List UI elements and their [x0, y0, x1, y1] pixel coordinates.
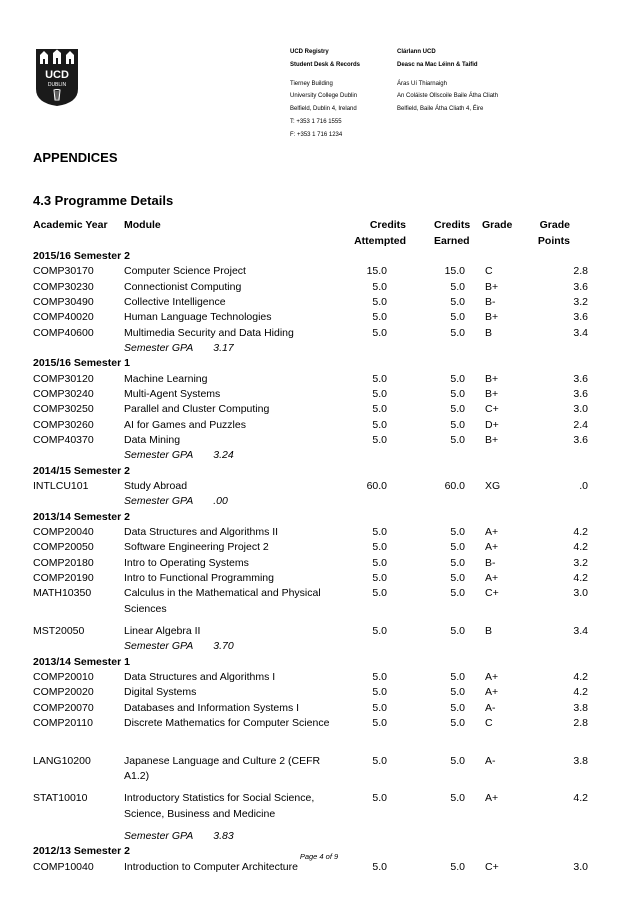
table-row [33, 295, 605, 310]
credits-attempted: 5.0 [372, 541, 387, 554]
grade: A+ [485, 792, 499, 805]
grade: A+ [485, 686, 499, 699]
registry-title-irish: Clárlann UCD [397, 49, 436, 55]
credits-attempted: 5.0 [372, 860, 387, 873]
grade: B+ [485, 372, 499, 385]
table-row [33, 754, 605, 792]
credits-attempted: 5.0 [372, 387, 387, 400]
grade: A+ [485, 525, 499, 538]
credits-earned: 5.0 [450, 686, 465, 699]
grade-points: 3.6 [573, 311, 588, 324]
grade: C [485, 716, 493, 729]
semester-gpa-value: .00 [213, 495, 228, 508]
credits-earned: 5.0 [450, 701, 465, 714]
semester-gpa-label: Semester GPA [124, 341, 194, 354]
credits-attempted: 5.0 [372, 311, 387, 324]
col-header-credits-earned-line1: Credits [434, 219, 471, 231]
module-code: COMP20110 [33, 716, 93, 729]
address-line-irish: Belfield, Baile Átha Cliath 4, Éire [397, 106, 484, 113]
semester-gpa [124, 448, 234, 463]
grade-points: 3.0 [573, 403, 588, 416]
credits-attempted: 5.0 [372, 701, 387, 714]
semester-gpa-value: 3.24 [213, 449, 234, 462]
module-title: Data Mining [124, 433, 181, 446]
table-row [33, 326, 605, 341]
module-title: Data Structures and Algorithms I [124, 670, 276, 683]
grade: C [485, 265, 493, 278]
col-header-module: Module [124, 219, 161, 231]
credits-earned: 5.0 [450, 280, 465, 293]
module-code: COMP20010 [33, 670, 94, 683]
address-line: Tierney Building [290, 80, 333, 87]
module-code: LANG10200 [33, 754, 91, 767]
grade: A+ [485, 541, 499, 554]
credits-earned: 5.0 [450, 716, 465, 729]
module-title: Calculus in the Mathematical and Physical Sciences [124, 587, 321, 615]
appendices-heading: APPENDICES [33, 150, 118, 165]
table-row [33, 860, 605, 875]
phone-number: T: +353 1 716 1555 [290, 118, 342, 125]
module-title: Study Abroad [124, 479, 188, 492]
grade-points: 4.2 [573, 686, 588, 699]
grade-points: 3.8 [573, 754, 588, 767]
credits-earned: 5.0 [450, 556, 465, 569]
grade-points: 3.2 [573, 556, 588, 569]
table-row [33, 479, 605, 494]
semester-gpa [124, 829, 234, 844]
grade: A- [485, 701, 496, 714]
table-row [33, 624, 605, 639]
module-code: MATH10350 [33, 587, 92, 600]
module-title: Introductory Statistics for Social Science, Science, Business and Medicine [124, 792, 315, 820]
credits-earned: 5.0 [450, 525, 465, 538]
grade-points: 3.6 [573, 387, 588, 400]
module-code: COMP30230 [33, 280, 94, 293]
credits-attempted: 5.0 [372, 587, 387, 600]
grade: D+ [485, 418, 499, 431]
table-row [33, 372, 605, 387]
module-title: Data Structures and Algorithms II [124, 525, 279, 538]
module-title: Japanese Language and Culture 2 (CEFR A1.2) [124, 754, 321, 782]
grade: XG [485, 479, 501, 492]
registry-address-irish [397, 46, 498, 116]
col-header-academic-year: Academic Year [33, 219, 108, 231]
ucd-dublin-logo [34, 47, 80, 107]
semester-heading: 2014/15 Semester 2 [33, 464, 130, 477]
address-line-irish: An Coláiste Ollscoile Baile Átha Cliath [397, 93, 499, 100]
credits-earned: 5.0 [450, 541, 465, 554]
table-row [33, 556, 605, 571]
credits-earned: 5.0 [450, 670, 465, 683]
table-row [33, 701, 605, 716]
col-header-credits-earned [434, 218, 470, 249]
semester-gpa-row [33, 829, 605, 844]
address-line: University College Dublin [290, 93, 358, 100]
grade-points: 4.2 [573, 670, 588, 683]
semester-heading: 2013/14 Semester 2 [33, 510, 130, 523]
module-code: COMP30170 [33, 265, 94, 278]
grade-points: 3.0 [573, 587, 588, 600]
registry-address-english [290, 46, 360, 142]
grade: B+ [485, 387, 499, 400]
table-row [33, 586, 605, 624]
module-code: COMP30490 [33, 295, 94, 308]
module-title: Connectionist Computing [124, 280, 242, 293]
grade-points: 4.2 [573, 571, 588, 584]
module-code: COMP10040 [33, 860, 94, 873]
semester-gpa-row [33, 341, 605, 356]
credits-earned: 5.0 [450, 295, 465, 308]
semester-gpa-label: Semester GPA [124, 640, 194, 653]
section-heading: 4.3 Programme Details [33, 193, 174, 208]
module-title: Intro to Operating Systems [124, 556, 249, 569]
module-code: COMP30120 [33, 372, 94, 385]
table-row [33, 791, 605, 829]
credits-attempted: 5.0 [372, 280, 387, 293]
module-code: COMP20020 [33, 686, 94, 699]
programme-details-table [33, 249, 605, 875]
credits-attempted: 5.0 [372, 295, 387, 308]
module-title: Databases and Information Systems I [124, 701, 300, 714]
registry-subtitle: Student Desk & Records [290, 61, 361, 68]
grade-points: 3.2 [573, 295, 588, 308]
module-code: COMP30260 [33, 418, 94, 431]
col-header-credits-attempted [340, 218, 406, 249]
module-title: Human Language Technologies [124, 311, 272, 324]
table-row [33, 571, 605, 586]
credits-earned: 15.0 [444, 265, 465, 278]
credits-attempted: 5.0 [372, 754, 387, 767]
module-code: INTLCU101 [33, 479, 89, 492]
col-header-credits-earned-line2: Earned [434, 234, 470, 247]
logo-dublin-text: DUBLIN [47, 82, 67, 88]
col-header-grade: Grade [482, 219, 513, 231]
credits-attempted: 5.0 [372, 624, 387, 637]
module-code: COMP40600 [33, 326, 94, 339]
grade: C+ [485, 403, 499, 416]
module-title: Introduction to Computer Architecture [124, 860, 298, 873]
grade: A+ [485, 571, 499, 584]
col-header-grade-points-line1: Grade [539, 219, 570, 231]
semester-gpa [124, 639, 234, 654]
module-title: Computer Science Project [124, 265, 246, 278]
credits-attempted: 15.0 [366, 265, 387, 278]
grade-points: .0 [579, 479, 588, 492]
table-row [33, 387, 605, 402]
credits-earned: 5.0 [450, 418, 465, 431]
grade-points: 2.4 [573, 418, 588, 431]
address-line-irish: Áras Uí Thiarnaigh [397, 80, 447, 87]
grade-points: 2.8 [573, 265, 588, 278]
grade-points: 4.2 [573, 541, 588, 554]
module-title: AI for Games and Puzzles [124, 418, 246, 431]
module-title: Linear Algebra II [124, 624, 201, 637]
col-header-credits-attempted-line1: Credits [369, 219, 406, 231]
grade: C+ [485, 860, 499, 873]
credits-earned: 60.0 [444, 479, 465, 492]
module-code: COMP20070 [33, 701, 94, 714]
module-title: Discrete Mathematics for Computer Science [124, 716, 330, 729]
semester-gpa [124, 494, 228, 509]
credits-attempted: 60.0 [366, 479, 387, 492]
col-header-grade-points-line2: Points [537, 234, 570, 247]
semester-gpa [124, 341, 234, 356]
grade-points: 4.2 [573, 525, 588, 538]
credits-attempted: 5.0 [372, 372, 387, 385]
module-title: Collective Intelligence [124, 295, 226, 308]
grade-points: 3.0 [573, 860, 588, 873]
module-code: MST20050 [33, 624, 85, 637]
credits-attempted: 5.0 [372, 670, 387, 683]
credits-earned: 5.0 [450, 387, 465, 400]
credits-earned: 5.0 [450, 754, 465, 767]
credits-attempted: 5.0 [372, 418, 387, 431]
semester-gpa-label: Semester GPA [124, 829, 194, 842]
module-code: STAT10010 [33, 792, 88, 805]
module-title: Intro to Functional Programming [124, 571, 274, 584]
grade: B+ [485, 433, 499, 446]
module-title: Machine Learning [124, 372, 208, 385]
credits-earned: 5.0 [450, 792, 465, 805]
table-row [33, 418, 605, 433]
table-row [33, 685, 605, 700]
grade-points: 3.6 [573, 433, 588, 446]
module-code: COMP30250 [33, 403, 94, 416]
module-code: COMP20190 [33, 571, 94, 584]
grade: A+ [485, 670, 499, 683]
grade-points: 2.8 [573, 716, 588, 729]
credits-earned: 5.0 [450, 372, 465, 385]
grade-points: 3.6 [573, 280, 588, 293]
table-row [33, 670, 605, 685]
module-code: COMP20180 [33, 556, 94, 569]
grade-points: 3.6 [573, 372, 588, 385]
module-title: Multimedia Security and Data Hiding [124, 326, 294, 339]
module-code: COMP20050 [33, 541, 94, 554]
module-title: Parallel and Cluster Computing [124, 403, 270, 416]
table-row [33, 540, 605, 555]
credits-earned: 5.0 [450, 587, 465, 600]
credits-earned: 5.0 [450, 403, 465, 416]
module-code: COMP40020 [33, 311, 94, 324]
semester-gpa-label: Semester GPA [124, 449, 194, 462]
table-row [33, 716, 605, 754]
semester-gpa-value: 3.17 [213, 341, 234, 354]
credits-attempted: 5.0 [372, 686, 387, 699]
grade: A- [485, 754, 496, 767]
grade: B [485, 326, 493, 339]
semester-gpa-row [33, 448, 605, 463]
address-line: Belfield, Dublin 4, Ireland [290, 106, 357, 113]
module-title: Digital Systems [124, 686, 197, 699]
module-code: COMP30240 [33, 387, 94, 400]
logo-ucd-text: UCD [45, 69, 69, 81]
credits-earned: 5.0 [450, 571, 465, 584]
credits-attempted: 5.0 [372, 525, 387, 538]
grade-points: 3.8 [573, 701, 588, 714]
table-row [33, 433, 605, 448]
table-row [33, 280, 605, 295]
module-code: COMP40370 [33, 433, 94, 446]
credits-earned: 5.0 [450, 624, 465, 637]
table-row [33, 402, 605, 417]
col-header-credits-attempted-line2: Attempted [354, 234, 406, 247]
credits-attempted: 5.0 [372, 326, 387, 339]
semester-heading: 2015/16 Semester 2 [33, 250, 130, 262]
registry-subtitle-irish: Deasc na Mac Léinn & Taifid [397, 61, 478, 68]
semester-heading: 2013/14 Semester 1 [33, 655, 130, 668]
page-number: Page 4 of 9 [299, 852, 339, 861]
grade-points: 4.2 [573, 792, 588, 805]
table-row [33, 310, 605, 325]
table-row [33, 264, 605, 279]
grade: B [485, 624, 493, 637]
credits-attempted: 5.0 [372, 716, 387, 729]
semester-gpa-value: 3.70 [213, 640, 234, 653]
grade: B- [485, 295, 496, 308]
table-row [33, 525, 605, 540]
registry-title: UCD Registry [290, 49, 329, 55]
credits-earned: 5.0 [450, 860, 465, 873]
grade: B+ [485, 280, 499, 293]
grade-points: 3.4 [573, 624, 588, 637]
col-header-grade-points [520, 218, 570, 249]
credits-attempted: 5.0 [372, 403, 387, 416]
credits-attempted: 5.0 [372, 556, 387, 569]
credits-earned: 5.0 [450, 311, 465, 324]
grade: C+ [485, 587, 499, 600]
semester-gpa-row [33, 494, 605, 509]
credits-earned: 5.0 [450, 326, 465, 339]
credits-attempted: 5.0 [372, 792, 387, 805]
semester-gpa-label: Semester GPA [124, 495, 194, 508]
semester-heading: 2012/13 Semester 2 [33, 845, 130, 858]
credits-earned: 5.0 [450, 433, 465, 446]
semester-heading: 2015/16 Semester 1 [33, 357, 130, 370]
module-title: Multi-Agent Systems [124, 387, 221, 400]
credits-attempted: 5.0 [372, 433, 387, 446]
grade: B- [485, 556, 496, 569]
grade-points: 3.4 [573, 326, 588, 339]
module-code: COMP20040 [33, 525, 94, 538]
semester-gpa-value: 3.83 [213, 829, 234, 842]
fax-number: F: +353 1 716 1234 [290, 131, 343, 138]
semester-gpa-row [33, 639, 605, 654]
grade: B+ [485, 311, 499, 324]
credits-attempted: 5.0 [372, 571, 387, 584]
module-title: Software Engineering Project 2 [124, 541, 269, 554]
